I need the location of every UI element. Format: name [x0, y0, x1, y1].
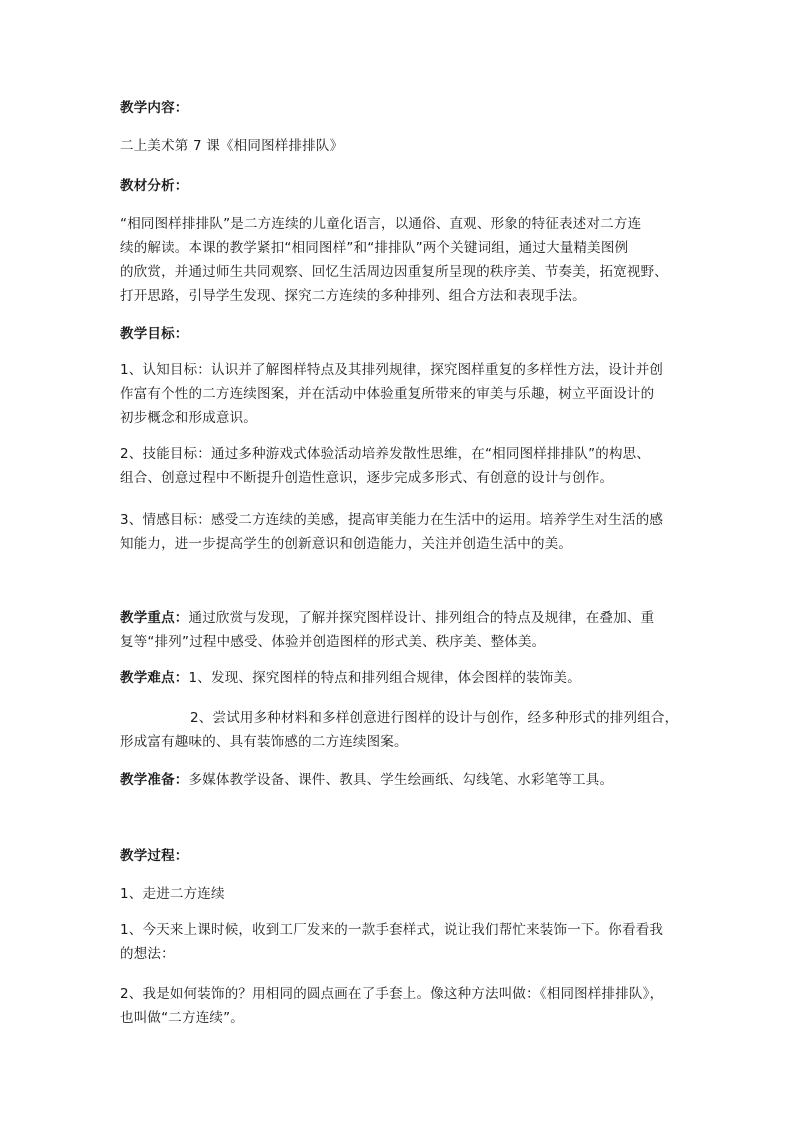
difficulty-line-3: 形成富有趣味的、具有装饰感的二方连续图案。 [120, 734, 408, 750]
difficulty-line-2: 2、尝试用多种材料和多样创意进行图样的设计与创作，经多种形式的排列组合， [190, 710, 679, 726]
teaching-content-text: 二上美术第 7 课《相同图样排排队》 [120, 138, 344, 154]
difficulty-line-1 [120, 668, 581, 688]
goal2-line-1: 2、技能目标：通过多种游戏式体验活动培养发散性思维，在“相同图样排排队”的构思、 [120, 446, 651, 462]
process-step1-line-2: 的想法： [120, 946, 175, 962]
goal3-line-2: 知能力，进一步提高学生的创新意识和创造能力，关注并创造生活中的美。 [120, 536, 573, 552]
goal3-line-1: 3、情感目标：感受二方连续的美感，提高审美能力在生活中的运用。培养学生对生活的感 [120, 512, 664, 528]
prep-line [120, 770, 613, 790]
goal1-line-1: 1、认知目标：认识并了解图样特点及其排列规律，探究图样重复的多样性方法，设计并创 [120, 362, 664, 378]
prep-text: 多媒体教学设备、课件、教具、学生绘画纸、勾线笔、水彩笔等工具。 [188, 772, 614, 788]
prep-label: 教学准备： [120, 772, 189, 788]
analysis-line-2: 续的解读。本课的教学紧扣“相同图样”和“排排队”两个关键词组，通过大量精美图例 [120, 240, 629, 256]
keypoint-label: 教学重点： [120, 610, 189, 626]
analysis-line-1: “相同图样排排队”是二方连续的儿童化语言，以通俗、直观、形象的特征表述对二方连 [120, 216, 642, 232]
process-step2-line-2: 也叫做“二方连续”。 [120, 1010, 244, 1026]
keypoint-line-1 [120, 608, 654, 628]
teaching-content-heading: 教学内容： [120, 100, 189, 116]
difficulty-label: 教学难点： [120, 670, 189, 686]
process-section-1: 1、走进二方连续 [120, 886, 225, 902]
difficulty-text-1: 1、发现、探究图样的特点和排列组合规律，体会图样的装饰美。 [188, 670, 581, 686]
goal1-line-2: 作富有个性的二方连续图案，并在活动中体验重复所带来的审美与乐趣，树立平面设计的 [120, 386, 655, 402]
process-step1-line-1: 1、今天来上课时候，收到工厂发来的一款手套样式，说让我们帮忙来装饰一下。你看看我 [120, 922, 664, 938]
process-step2-line-1: 2、我是如何装饰的？用相同的圆点画在了手套上。像这种方法叫做：《相同图样排排队》， [120, 986, 664, 1002]
keypoint-text-1: 通过欣赏与发现，了解并探究图样设计、排列组合的特点及规律，在叠加、重 [188, 610, 655, 626]
analysis-line-3: 的欣赏，并通过师生共同观察、回忆生活周边因重复所呈现的秩序美、节奏美，拓宽视野、 [120, 264, 668, 280]
teaching-process-heading: 教学过程： [120, 848, 189, 864]
keypoint-line-2: 复等“排列”过程中感受、体验并创造图样的形式美、秩序美、整体美。 [120, 634, 546, 650]
analysis-line-4: 打开思路，引导学生发现、探究二方连续的多种排列、组合方法和表现手法。 [120, 288, 586, 304]
goal2-line-2: 组合、创意过程中不断提升创造性意识，逐步完成多形式、有创意的设计与创作。 [120, 470, 614, 486]
teaching-goals-heading: 教学目标： [120, 326, 189, 342]
goal1-line-3: 初步概念和形成意识。 [120, 410, 257, 426]
material-analysis-heading: 教材分析： [120, 178, 189, 194]
